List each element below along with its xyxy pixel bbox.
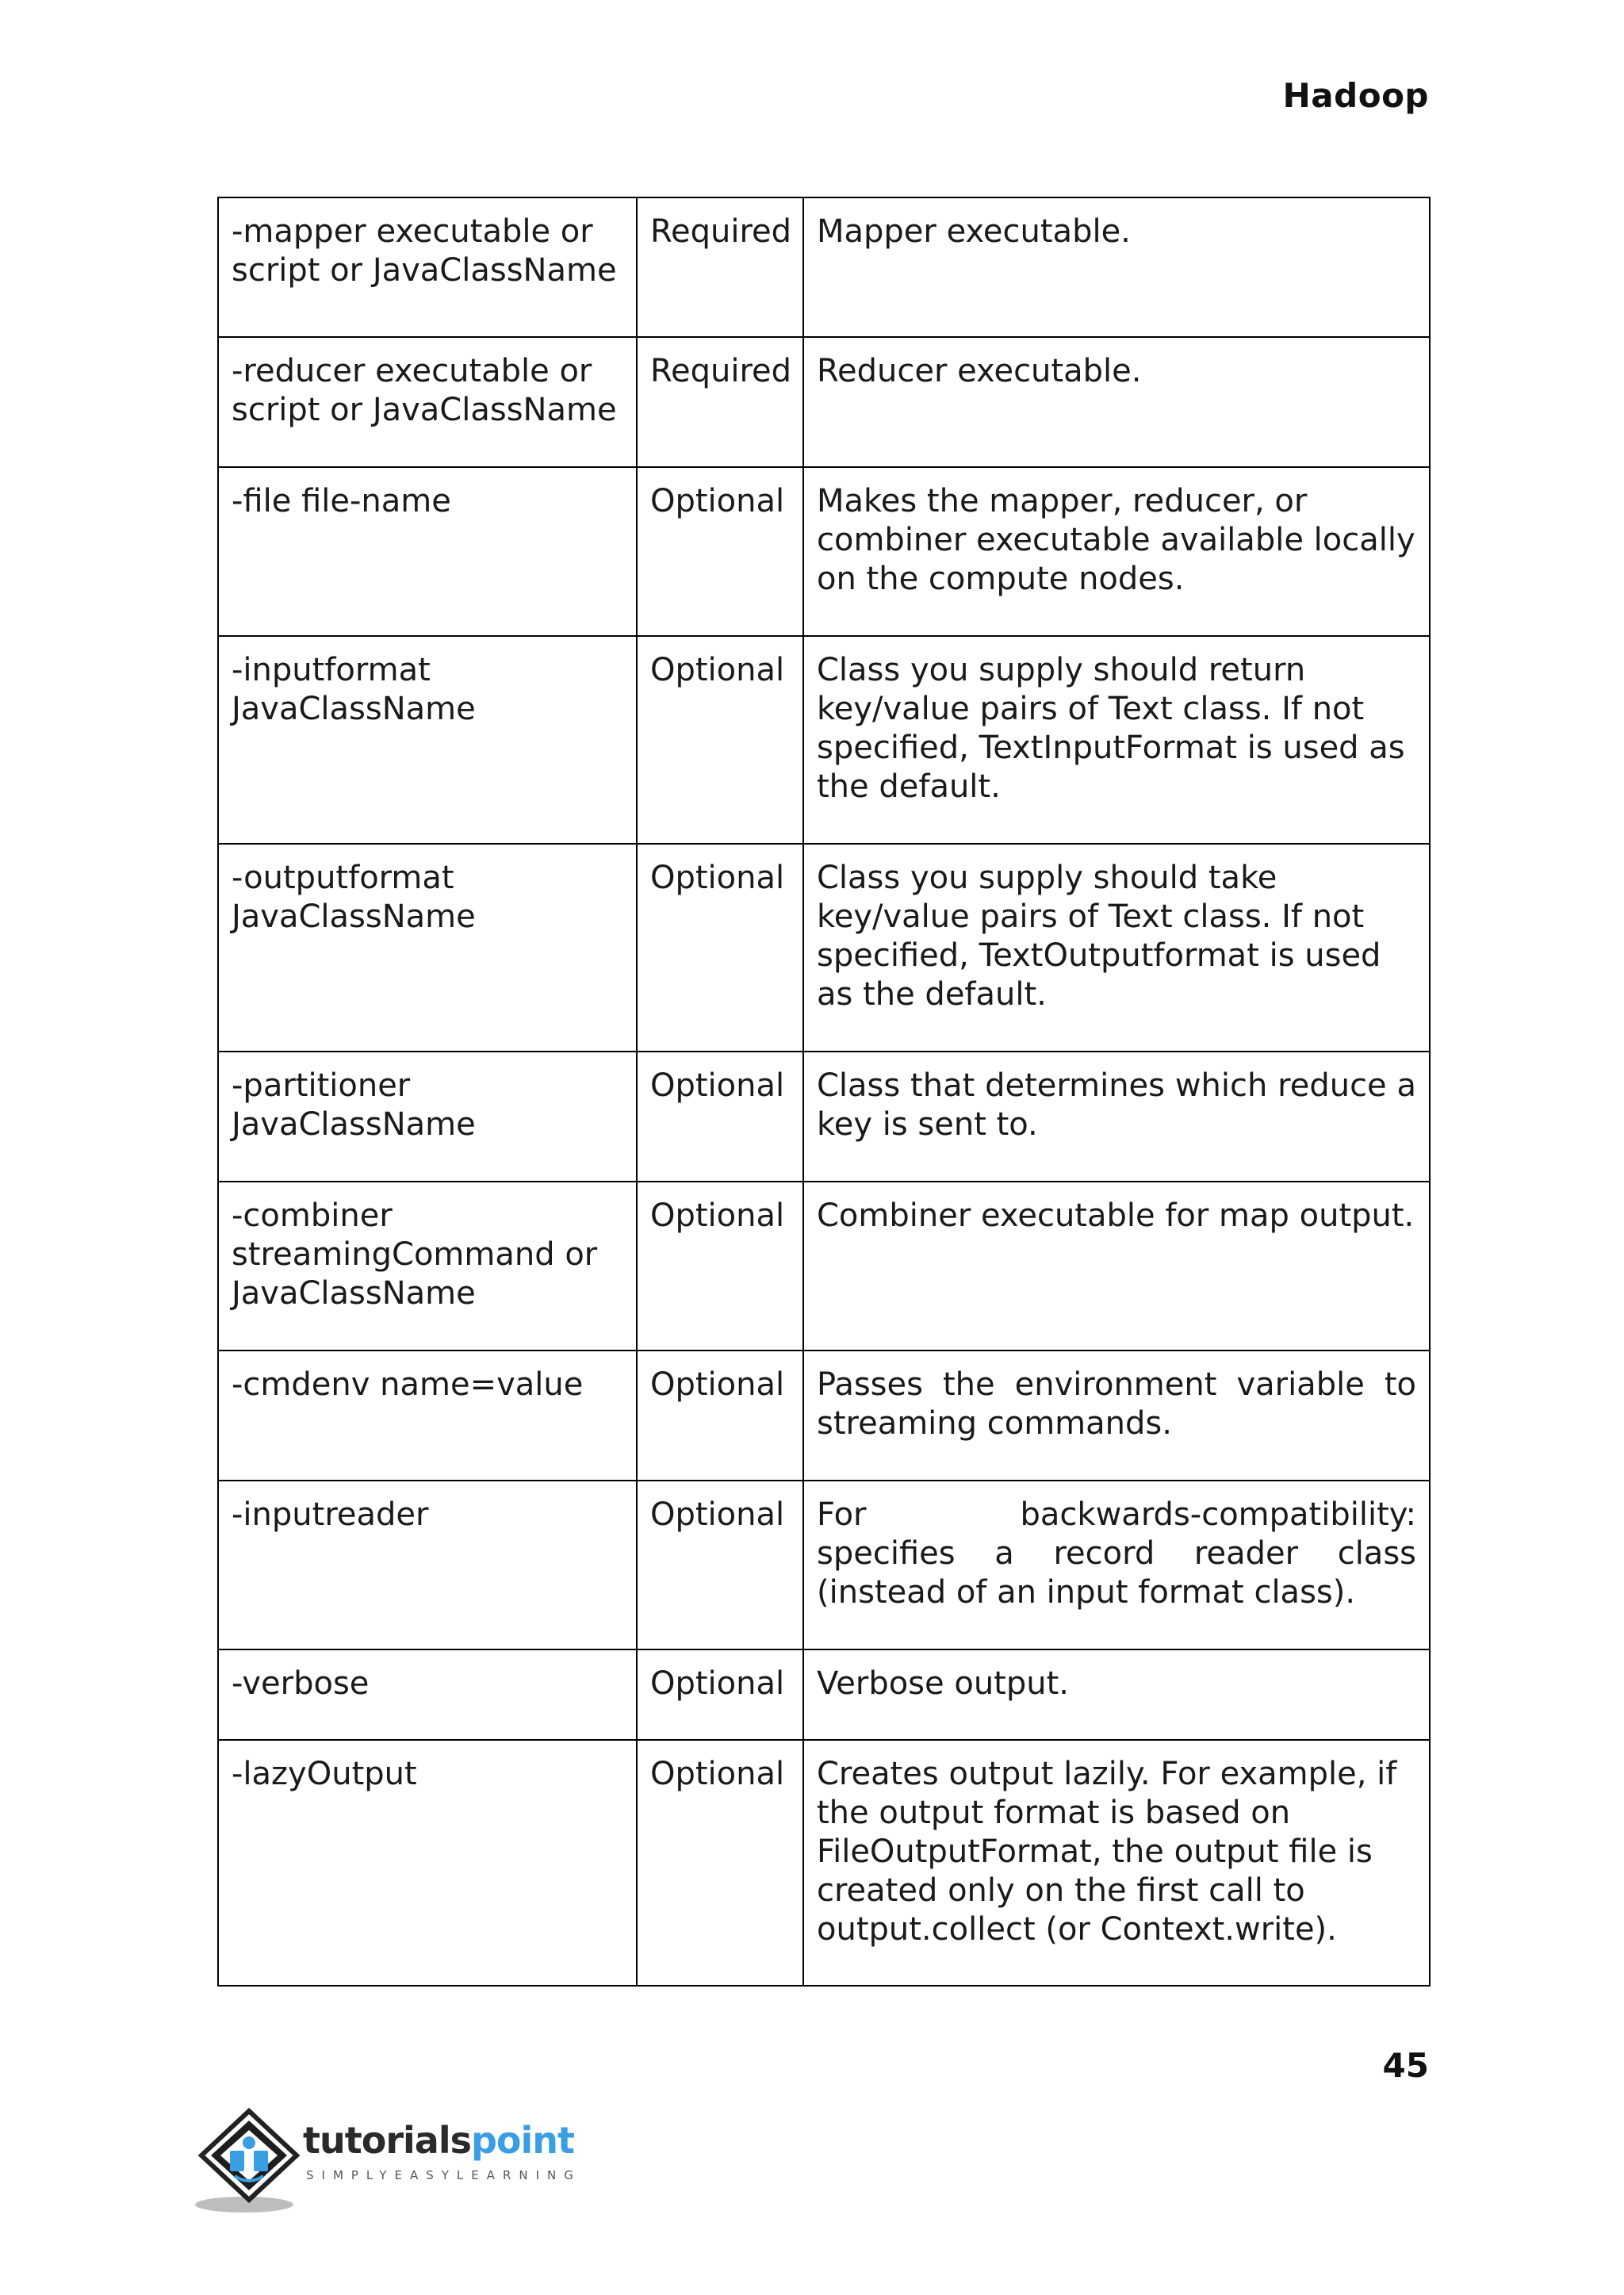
table-row — [218, 636, 1430, 844]
requirement-cell: Optional — [637, 1649, 803, 1740]
description-cell: Reducer executable. — [803, 337, 1430, 467]
table-row — [218, 1351, 1430, 1481]
parameter-name-cell: -lazyOutput — [218, 1740, 637, 1986]
table-row — [218, 1649, 1430, 1740]
description-cell: For backwards-compatibility: specifies a record reader class (instead of an input format class). — [803, 1481, 1430, 1649]
parameter-name-cell: -outputformat JavaClassName — [218, 844, 637, 1052]
table-row — [218, 1182, 1430, 1351]
description-cell: Passes the environment variable to streaming commands. — [803, 1351, 1430, 1481]
description-cell: Class that determines which reduce a key is sent to. — [803, 1052, 1430, 1182]
parameter-name-cell: -inputformat JavaClassName — [218, 636, 637, 844]
parameter-name-cell: -inputreader — [218, 1481, 637, 1649]
tutorialspoint-logo — [195, 2106, 581, 2217]
table-row — [218, 197, 1430, 337]
requirement-cell: Optional — [637, 1182, 803, 1351]
streaming-parameters-table — [217, 197, 1431, 1987]
requirement-cell: Optional — [637, 1481, 803, 1649]
requirement-cell: Required — [637, 337, 803, 467]
description-cell: Mapper executable. — [803, 197, 1430, 337]
logo-wordmark — [303, 2119, 575, 2162]
requirement-cell: Optional — [637, 636, 803, 844]
parameter-name-cell: -cmdenv name=value — [218, 1351, 637, 1481]
requirement-cell: Optional — [637, 1052, 803, 1182]
logo-wordmark-tutorials: tutorials — [303, 2119, 471, 2162]
parameter-name-cell: -combiner streamingCommand or JavaClassName — [218, 1182, 637, 1351]
table-row — [218, 844, 1430, 1052]
description-cell: Makes the mapper, reducer, or combiner executable available locally on the compute nodes. — [803, 467, 1430, 636]
parameter-name-cell: -mapper executable or script or JavaClassName — [218, 197, 637, 337]
description-cell: Combiner executable for map output. — [803, 1182, 1430, 1351]
parameter-name-cell: -reducer executable or script or JavaClassName — [218, 337, 637, 467]
table-row — [218, 1481, 1430, 1649]
description-cell: Class you supply should take key/value pairs of Text class. If not specified, TextOutputformat is used as the default. — [803, 844, 1430, 1052]
running-header-title: Hadoop — [1282, 76, 1429, 115]
description-cell: Creates output lazily. For example, if the output format is based on FileOutputFormat, the output file is created only on the first call to output.collect (or Context.write). — [803, 1740, 1430, 1986]
requirement-cell: Optional — [637, 467, 803, 636]
logo-wordmark-point: point — [470, 2119, 575, 2162]
description-cell: Class you supply should return key/value pairs of Text class. If not specified, TextInputFormat is used as the default. — [803, 636, 1430, 844]
requirement-cell: Optional — [637, 1351, 803, 1481]
parameter-name-cell: -partitioner JavaClassName — [218, 1052, 637, 1182]
logo-diamond-icon — [195, 2106, 306, 2217]
logo-tagline: SIMPLYEASYLEARNING — [306, 2168, 581, 2182]
description-cell: Verbose output. — [803, 1649, 1430, 1740]
page-number: 45 — [1382, 2046, 1429, 2085]
requirement-cell: Required — [637, 197, 803, 337]
parameter-name-cell: -file file-name — [218, 467, 637, 636]
requirement-cell: Optional — [637, 1740, 803, 1986]
table-row — [218, 1052, 1430, 1182]
table-row — [218, 467, 1430, 636]
requirement-cell: Optional — [637, 844, 803, 1052]
parameter-name-cell: -verbose — [218, 1649, 637, 1740]
table-row — [218, 337, 1430, 467]
table-row — [218, 1740, 1430, 1986]
